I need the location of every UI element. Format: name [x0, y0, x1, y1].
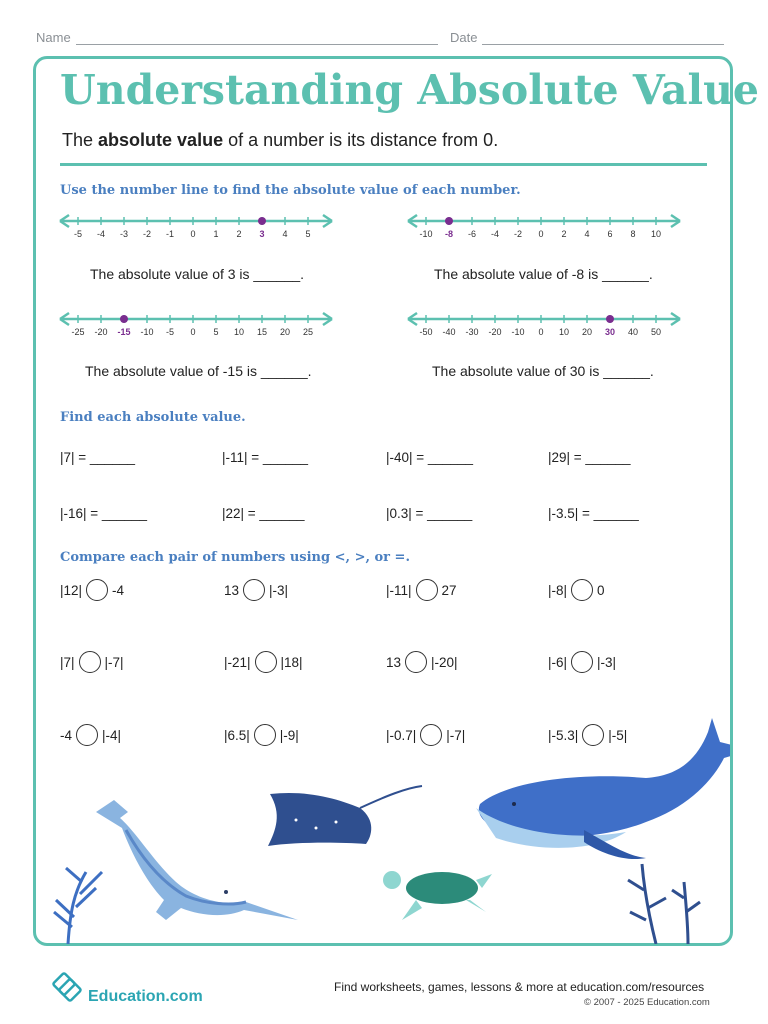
- abs-question: |22| = ______: [222, 506, 305, 521]
- number-line-question-4: The absolute value of 30 is ______.: [432, 363, 654, 379]
- number-line-tick-label: -2: [513, 229, 523, 239]
- subtitle-pre: The: [62, 130, 99, 150]
- compare-item: [386, 579, 457, 601]
- compare-right: 0: [597, 582, 605, 598]
- compare-right: |-20|: [431, 654, 458, 670]
- education-logo-icon: [52, 972, 84, 1004]
- education-logo-text[interactable]: Education.com: [88, 988, 203, 1005]
- abs-question: |-11| = ______: [222, 450, 308, 465]
- page-subtitle: [62, 130, 498, 151]
- compare-left: |-5.3|: [548, 727, 579, 743]
- number-line-tick-label: 0: [190, 229, 196, 239]
- number-line-tick-label: -25: [71, 327, 85, 337]
- compare-left: |-6|: [548, 654, 568, 670]
- number-line-tick-label: 4: [584, 229, 590, 239]
- compare-item: [386, 651, 458, 673]
- sea-animals-illustration: [36, 712, 730, 944]
- compare-left: -4: [60, 727, 73, 743]
- compare-left: |-0.7|: [386, 727, 417, 743]
- narwhal-icon: [96, 800, 298, 920]
- compare-right: |-3|: [597, 654, 617, 670]
- subtitle-bold: absolute value: [98, 130, 224, 150]
- number-line-tick-label: 10: [558, 327, 570, 337]
- compare-left: 13: [386, 654, 402, 670]
- number-line-tick-label: -10: [419, 229, 433, 239]
- number-line-tick-label: -8: [444, 229, 454, 239]
- number-line-tick-label: -10: [140, 327, 154, 337]
- compare-left: |7|: [60, 654, 75, 670]
- number-line-2: [404, 208, 684, 248]
- abs-question: |-40| = ______: [386, 450, 473, 465]
- abs-question: |7| = ______: [60, 450, 135, 465]
- abs-question: |29| = ______: [548, 450, 631, 465]
- compare-right: |-5|: [608, 727, 628, 743]
- number-line-tick-label: 20: [279, 327, 291, 337]
- name-field[interactable]: [76, 44, 438, 45]
- number-line-tick-label: -4: [96, 229, 106, 239]
- number-line-question-1: The absolute value of 3 is ______.: [90, 266, 305, 282]
- abs-question: |0.3| = ______: [386, 506, 473, 521]
- compare-item: [60, 651, 124, 673]
- compare-item: [548, 579, 605, 601]
- blue-whale-icon: [476, 718, 730, 859]
- number-line-tick-label: 8: [630, 229, 636, 239]
- number-line-tick-label: -5: [165, 327, 175, 337]
- section3-instruction: Compare each pair of numbers using <, >, or =.: [60, 550, 410, 565]
- number-line-1: [56, 208, 336, 248]
- compare-left: |12|: [60, 582, 83, 598]
- name-label: Name: [36, 30, 71, 45]
- number-line-tick-label: 6: [607, 229, 613, 239]
- compare-right: |-3|: [269, 582, 289, 598]
- compare-left: |-11|: [386, 582, 412, 598]
- compare-circle[interactable]: [405, 651, 427, 673]
- compare-right: 27: [441, 582, 457, 598]
- number-line-tick-label: 5: [305, 229, 311, 239]
- number-line-tick-label: 5: [213, 327, 219, 337]
- number-line-tick-label: -1: [165, 229, 175, 239]
- compare-left: |-21|: [224, 654, 251, 670]
- number-line-tick-label: 3: [259, 229, 265, 239]
- compare-right: |18|: [280, 654, 303, 670]
- manta-ray-icon: [268, 786, 422, 846]
- number-line-tick-label: -6: [467, 229, 477, 239]
- compare-left: 13: [224, 582, 240, 598]
- compare-right: -4: [112, 582, 125, 598]
- number-line-tick-label: -40: [442, 327, 456, 337]
- number-line-tick-label: 10: [233, 327, 245, 337]
- number-line-point: [120, 315, 128, 323]
- number-line-tick-label: 15: [256, 327, 268, 337]
- number-line-tick-label: 0: [538, 327, 544, 337]
- number-line-tick-label: 0: [190, 327, 196, 337]
- sea-turtle-icon: [383, 871, 492, 920]
- number-line-tick-label: 25: [302, 327, 314, 337]
- number-line-tick-label: 0: [538, 229, 544, 239]
- number-line-point: [445, 217, 453, 225]
- section2-instruction: Find each absolute value.: [60, 410, 246, 425]
- number-line-tick-label: -3: [119, 229, 129, 239]
- number-line-tick-label: 10: [650, 229, 662, 239]
- compare-right: |-7|: [446, 727, 466, 743]
- number-line-point: [606, 315, 614, 323]
- compare-item: [224, 651, 303, 673]
- compare-right: |-7|: [104, 654, 124, 670]
- number-line-question-2: The absolute value of -8 is ______.: [434, 266, 653, 282]
- seaweed-left-icon: [54, 868, 102, 944]
- number-line-tick-label: 40: [627, 327, 639, 337]
- compare-left: |-8|: [548, 582, 568, 598]
- date-label: Date: [450, 30, 478, 45]
- compare-right: |-4|: [102, 727, 122, 743]
- compare-circle[interactable]: [79, 651, 101, 673]
- number-line-tick-label: -20: [94, 327, 108, 337]
- number-line-tick-label: 20: [581, 327, 593, 337]
- number-line-tick-label: 50: [650, 327, 662, 337]
- subtitle-post: of a number is its distance from 0.: [223, 130, 499, 150]
- compare-item: [548, 651, 616, 673]
- page-title: Understanding Absolute Value: [60, 66, 759, 114]
- compare-circle[interactable]: [255, 651, 277, 673]
- number-line-tick-label: -30: [465, 327, 479, 337]
- number-line-tick-label: 30: [604, 327, 616, 337]
- footer-copyright: © 2007 - 2025 Education.com: [584, 997, 710, 1008]
- number-line-tick-label: -20: [488, 327, 502, 337]
- number-line-tick-label: 2: [236, 229, 242, 239]
- abs-question: |-16| = ______: [60, 506, 147, 521]
- compare-item: [60, 579, 124, 601]
- compare-circle[interactable]: [86, 579, 108, 601]
- number-line-tick-label: -5: [73, 229, 83, 239]
- compare-circle[interactable]: [243, 579, 265, 601]
- compare-circle[interactable]: [571, 579, 593, 601]
- title-divider: [60, 163, 707, 166]
- abs-question: |-3.5| = ______: [548, 506, 639, 521]
- compare-circle[interactable]: [416, 579, 438, 601]
- footer-tagline[interactable]: Find worksheets, games, lessons & more at education.com/resources: [334, 980, 705, 994]
- number-line-3: [56, 306, 336, 346]
- compare-item: [224, 579, 288, 601]
- number-line-point: [258, 217, 266, 225]
- seaweed-right-icon: [628, 864, 700, 944]
- number-line-tick-label: -15: [117, 327, 131, 337]
- number-line-tick-label: -4: [490, 229, 500, 239]
- number-line-tick-label: 4: [282, 229, 288, 239]
- number-line-4: [404, 306, 684, 346]
- number-line-tick-label: 1: [213, 229, 219, 239]
- number-line-tick-label: -10: [511, 327, 525, 337]
- number-line-tick-label: 2: [561, 229, 567, 239]
- number-line-tick-label: -50: [419, 327, 433, 337]
- compare-left: |6.5|: [224, 727, 250, 743]
- compare-right: |-9|: [279, 727, 299, 743]
- section1-instruction: Use the number line to find the absolute value of each number.: [60, 183, 521, 198]
- date-field[interactable]: [482, 44, 724, 45]
- number-line-tick-label: -2: [142, 229, 152, 239]
- number-line-question-3: The absolute value of -15 is ______.: [85, 363, 312, 379]
- compare-circle[interactable]: [571, 651, 593, 673]
